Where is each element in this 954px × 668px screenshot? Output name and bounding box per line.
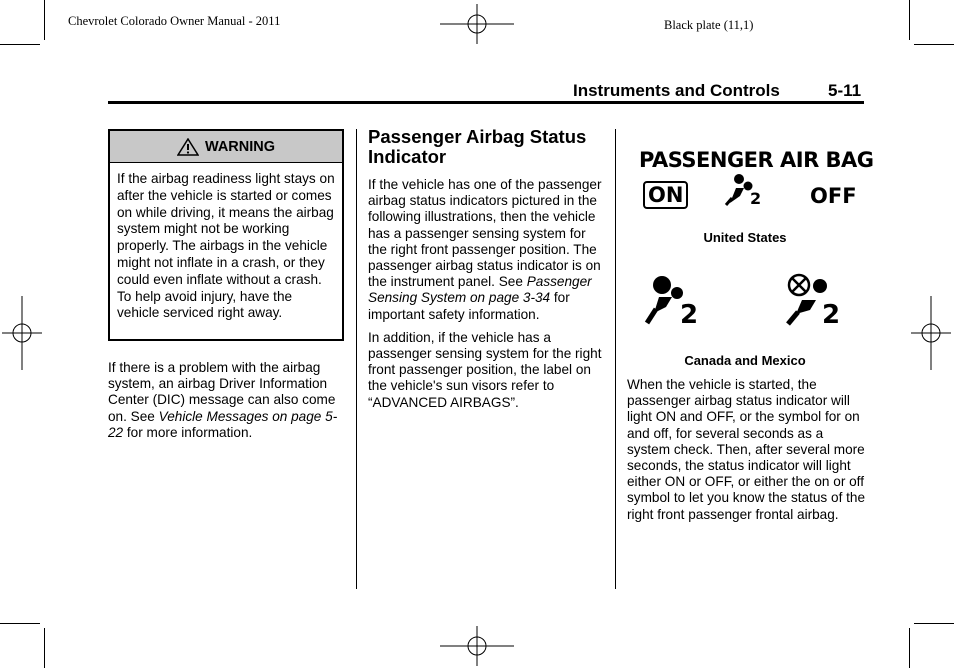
- column-divider: [356, 129, 357, 589]
- crop-mark: [44, 628, 45, 668]
- page-number: 5-11: [828, 81, 862, 100]
- warning-label: WARNING: [204, 138, 276, 155]
- status-indicator-paragraph: If the vehicle has one of the passenger airbag status indicators pictured in the following illustrations, then the vehicle has a passenger sensing system for the right front passenger position. The passenger airbag status indicator is on the instrument panel. See Passenger Sensing System on page 3-34 for important safety information.: [368, 177, 602, 322]
- registration-mark-icon: [2, 296, 42, 370]
- crop-mark: [44, 0, 45, 40]
- on-indicator: ON: [643, 183, 688, 207]
- passenger-air-bag-label: PASSENGER AIR BAG: [639, 148, 874, 172]
- svg-text:2: 2: [750, 189, 762, 208]
- warning-text: If the airbag readiness light stays on after the vehicle is started or comes on while driving, it means the airbag system might not be working properly. The airbags in the vehicle might not inflate in a crash, or they could even inflate without a crash. To help avoid injury, have the vehicle serviced right away.: [117, 171, 335, 321]
- passenger-airbag-small-icon: [724, 172, 764, 208]
- airbag-on-symbol-icon: [644, 273, 706, 327]
- sun-visor-paragraph: In addition, if the vehicle has a passenger sensing system for the right front passenger position, the label on the vehicle's sun visors refer to “ADVANCED AIRBAGS”.: [368, 329, 602, 410]
- warning-header: [110, 131, 342, 163]
- section-heading: Passenger Airbag Status Indicator: [368, 126, 587, 167]
- us-caption: United States: [703, 230, 787, 245]
- registration-mark-icon: [440, 4, 514, 44]
- crop-mark: [914, 44, 954, 45]
- canada-caption: Canada and Mexico: [684, 353, 806, 368]
- registration-mark-icon: [440, 626, 514, 666]
- xref-passenger-sensing[interactable]: Passenger Sensing System on page 3-34: [368, 274, 592, 306]
- registration-mark-icon: [911, 296, 951, 370]
- column-divider: [615, 129, 616, 589]
- dic-paragraph: If there is a problem with the airbag system, an airbag Driver Information Center (DIC) message can also come on. See Vehicle Messages on page 5-22 for more information.: [108, 360, 338, 440]
- column-2: [368, 127, 606, 418]
- xref-vehicle-messages[interactable]: Vehicle Messages on page 5-22: [108, 408, 338, 440]
- plate-label: Black plate (11,1): [664, 18, 754, 32]
- crop-mark: [0, 44, 40, 45]
- section-title: Instruments and Controls: [573, 81, 780, 100]
- crop-mark: [909, 0, 910, 40]
- manual-title: Chevrolet Colorado Owner Manual - 2011: [68, 14, 281, 28]
- column-3: [627, 377, 867, 530]
- system-check-paragraph: When the vehicle is started, the passenger airbag status indicator will light ON and OFF, or the symbol for on and off, for several seconds as a system check. Then, after several more seconds, the status indicator will light either ON or OFF, or either the on or off symbol to let you know the status of the right front passenger frontal airbag.: [627, 377, 866, 522]
- warning-box: [108, 129, 344, 341]
- crop-mark: [0, 623, 40, 624]
- svg-text:2: 2: [822, 300, 841, 328]
- airbag-off-symbol-icon: [784, 272, 846, 328]
- svg-text:2: 2: [680, 300, 699, 327]
- crop-mark: [909, 628, 910, 668]
- off-indicator: OFF: [810, 184, 857, 208]
- column-1: [108, 360, 348, 448]
- warning-triangle-icon: [177, 138, 199, 156]
- header-rule: [108, 101, 864, 104]
- crop-mark: [914, 623, 954, 624]
